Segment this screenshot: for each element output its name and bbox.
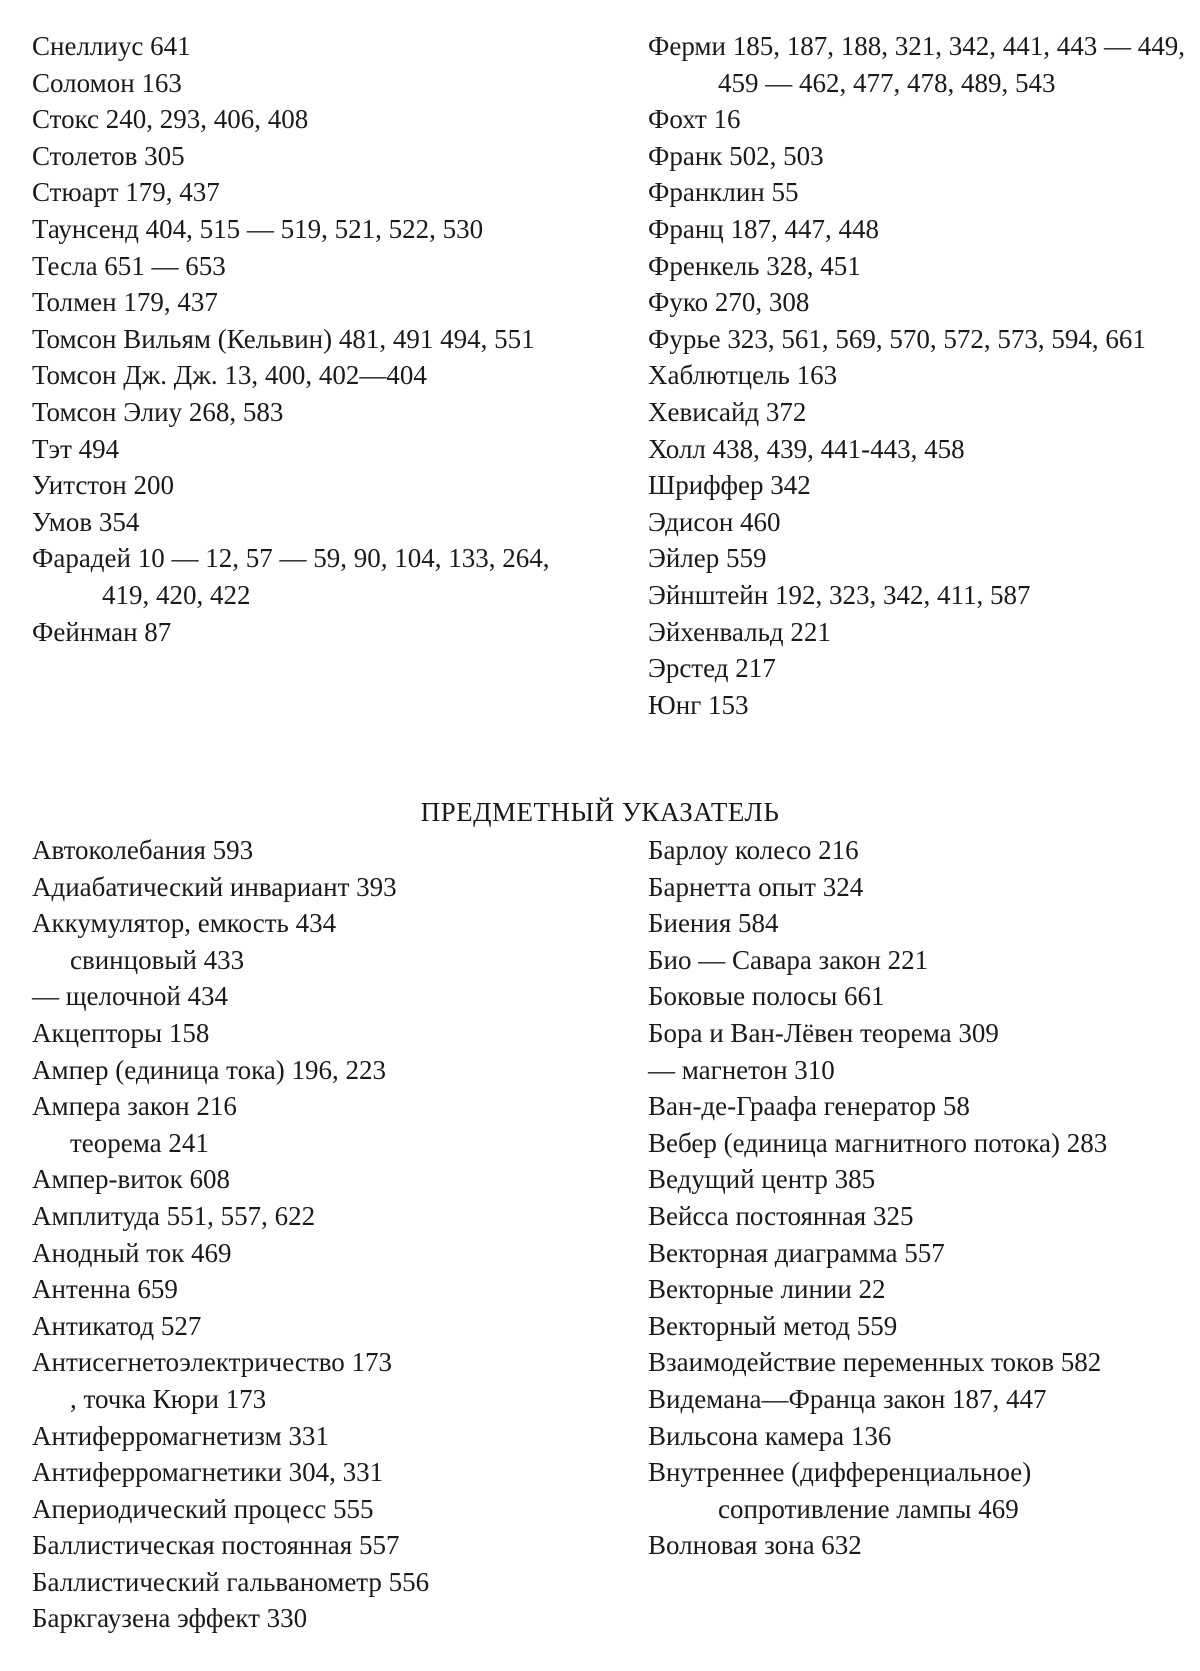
index-entry: Баллистический гальванометр 556 [32,1566,430,1597]
index-entry: Фуко 270, 308 [648,287,810,318]
index-entry: Эдисон 460 [648,506,781,537]
index-entry: Хаблютцель 163 [648,360,838,391]
index-entry: Анодный ток 469 [32,1237,232,1268]
index-entry: Шриффер 342 [648,470,811,501]
index-entry: Юнг 153 [648,689,749,720]
index-entry: Стюарт 179, 437 [32,177,220,208]
name-index-left-column [32,28,592,650]
index-subentry: , точка Кюри 173 [70,1383,267,1414]
index-entry: Фарадей 10 — 12, 57 — 59, 90, 104, 133, 264, 419, 420, 422 [32,543,550,610]
index-entry: Эрстед 217 [648,653,776,684]
index-entry: Франц 187, 447, 448 [648,213,879,244]
index-entry: Тэт 494 [32,433,120,464]
index-entry: Умов 354 [32,506,140,537]
index-entry: Эйлер 559 [648,543,767,574]
index-entry: Аккумулятор, емкость 434 [32,908,337,939]
index-entry: Стокс 240, 293, 406, 408 [32,104,309,135]
index-entry: Эйнштейн 192, 323, 342, 411, 587 [648,579,1031,610]
index-entry: Апериодический процесс 555 [32,1493,374,1524]
index-entry: Векторные линии 22 [648,1274,886,1305]
index-entry: Толмен 179, 437 [32,287,218,318]
index-entry: Биения 584 [648,908,779,939]
subject-index-left-column [32,832,592,1637]
index-entry: Эйхенвальд 221 [648,616,831,647]
index-entry: Ферми 185, 187, 188, 321, 342, 441, 443 — 449, 459 — 462, 477, 478, 489, 543 [648,31,1185,98]
index-entry: Томсон Элиу 268, 583 [32,396,284,427]
index-entry: Барнетта опыт 324 [648,871,864,902]
index-entry: Холл 438, 439, 441-443, 458 [648,433,965,464]
index-entry: Взаимодействие переменных токов 582 [648,1347,1102,1378]
index-entry: Автоколебания 593 [32,835,254,865]
index-entry: Антенна 659 [32,1274,178,1305]
index-entry: Фохт 16 [648,104,741,135]
index-entry: Боковые полосы 661 [648,981,885,1012]
index-entry: Барлоу колесо 216 [648,835,859,865]
index-entry: Био — Савара закон 221 [648,944,929,975]
index-entry: Волновая зона 632 [648,1530,862,1561]
index-entry: Томсон Дж. Дж. 13, 400, 402—404 [32,360,427,391]
index-entry: Антиферромагнетики 304, 331 [32,1457,384,1488]
index-entry: Адиабатический инвариант 393 [32,871,397,902]
index-entry: Френкель 328, 451 [648,250,861,281]
index-entry: Франк 502, 503 [648,140,824,171]
index-subentry: свинцовый 433 [70,944,245,975]
index-entry: Тесла 651 — 653 [32,250,226,281]
index-entry: Соломон 163 [32,67,182,98]
index-entry: Ампер (единица тока) 196, 223 [32,1054,387,1085]
index-subentry: теорема 241 [70,1127,209,1158]
subject-index-right-column [648,832,1188,1564]
index-entry: Хевисайд 372 [648,396,807,427]
index-entry: Томсон Вильям (Кельвин) 481, 491 494, 551 [32,323,535,354]
index-entry: Ампер-виток 608 [32,1164,231,1195]
index-entry: Франклин 55 [648,177,799,208]
index-entry: Ведущий центр 385 [648,1164,876,1195]
index-entry: Столетов 305 [32,140,185,171]
index-entry: Векторный метод 559 [648,1310,898,1341]
index-entry: Фурье 323, 561, 569, 570, 572, 573, 594, 661 [648,323,1146,354]
index-entry: Баркгаузена эффект 330 [32,1603,308,1634]
index-entry: — щелочной 434 [32,981,229,1012]
subject-index-heading: ПРЕДМЕТНЫЙ УКАЗАТЕЛЬ [420,797,780,827]
index-entry: Вейсса постоянная 325 [648,1200,914,1231]
index-entry: Вебер (единица магнитного потока) 283 [648,1127,1108,1158]
index-entry: Внутреннее (дифференциальное) сопротивление лампы 469 [648,1457,1032,1524]
index-entry: Ампера закон 216 [32,1091,237,1122]
index-entry: Векторная диаграмма 557 [648,1237,945,1268]
index-entry: Уитстон 200 [32,470,174,501]
index-entry: Антикатод 527 [32,1310,202,1341]
index-entry: Фейнман 87 [32,616,172,647]
index-entry: Ван-де-Граафа генератор 58 [648,1091,970,1122]
index-entry: Акцепторы 158 [32,1017,210,1048]
index-entry: Амплитуда 551, 557, 622 [32,1200,316,1231]
index-entry: Антиферромагнетизм 331 [32,1420,329,1451]
index-entry: Бора и Ван-Лёвен теорема 309 [648,1017,999,1048]
index-entry: — магнетон 310 [648,1054,835,1085]
index-entry: Видемана—Франца закон 187, 447 [648,1383,1047,1414]
index-entry: Таунсенд 404, 515 — 519, 521, 522, 530 [32,213,484,244]
index-entry: Баллистическая постоянная 557 [32,1530,400,1561]
index-entry: Вильсона камера 136 [648,1420,892,1451]
index-entry: Снеллиус 641 [32,31,191,61]
name-index-right-column [648,28,1188,723]
index-entry: Антисегнетоэлектричество 173 [32,1347,393,1378]
